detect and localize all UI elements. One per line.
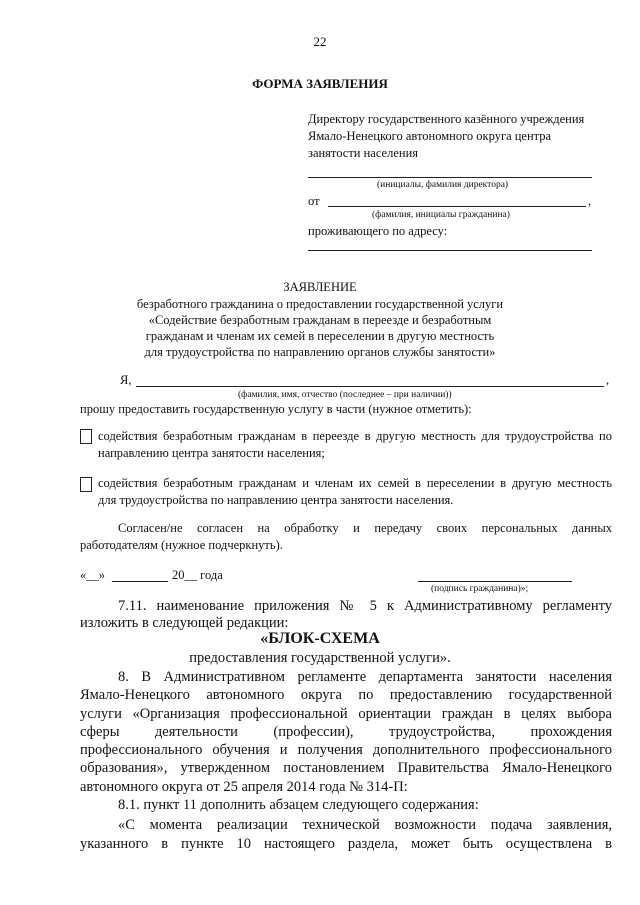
signature-line[interactable] xyxy=(418,581,572,582)
option1-checkbox[interactable] xyxy=(80,429,92,444)
request-text: прошу предоставить государственную услугу в части (нужное отметить): xyxy=(80,402,472,416)
addressee-block xyxy=(308,111,584,162)
form-title: ФОРМА ЗАЯВЛЕНИЯ xyxy=(252,76,388,91)
amendment-line: сферы деятельности (профессии), трудоустройства, прохождения xyxy=(80,723,612,740)
i-label: Я, xyxy=(120,373,132,387)
fio-caption: (фамилия, имя, отчество (последнее – при наличии)) xyxy=(238,390,452,400)
option2-line: для трудоустройства по направлению центра занятости населения. xyxy=(98,493,454,507)
signature-caption: (подпись гражданина)»; xyxy=(431,584,529,594)
quote-text xyxy=(80,816,612,854)
amendment-line: услуги «Организация профессиональной ориентации граждан в целях выбора xyxy=(80,705,612,722)
addressee-line: Ямало-Ненецкого автономного округа центра xyxy=(308,129,552,143)
option1-line: направлению центра занятости населения; xyxy=(98,446,325,460)
amendment-7-11 xyxy=(80,598,612,632)
option2-line: содействия безработным гражданам и членам их семей в переселении в другую местность xyxy=(98,476,612,490)
addressee-line: Директору государственного казённого учреждения xyxy=(308,112,585,126)
statement-line: безработного гражданина о предоставлении государственной услуги xyxy=(136,297,504,311)
quote-line: указанного в пункте 10 настоящего раздела, может быть осуществлена в xyxy=(80,836,612,852)
date-year: 20__ года xyxy=(172,568,223,582)
date-day: «__» xyxy=(80,568,105,582)
amendment-line: изложить в следующей редакции: xyxy=(80,615,289,631)
amendment-8-1: 8.1. пункт 11 дополнить абзацем следующего содержания: xyxy=(118,797,479,813)
from-line[interactable] xyxy=(328,206,586,207)
page-number: 22 xyxy=(313,34,327,49)
director-caption: (инициалы, фамилия директора) xyxy=(377,180,509,190)
amendment-line: Ямало-Ненецкого автономного округа по предоставлению государственной xyxy=(80,687,612,704)
option2-text xyxy=(98,476,612,508)
address-line[interactable] xyxy=(308,250,592,251)
statement-title: ЗАЯВЛЕНИЕ xyxy=(283,280,357,294)
consent-line: Согласен/не согласен на обработку и передачу своих персональных данных xyxy=(118,521,612,535)
statement-line: «Содействие безработным гражданам в переезде и безработным xyxy=(148,313,492,327)
date-month-line[interactable] xyxy=(112,581,168,582)
statement-block xyxy=(0,280,640,360)
i-comma: , xyxy=(606,373,610,387)
amendment-8 xyxy=(80,668,612,796)
amendment-line: автономного округа от 25 апреля 2014 года № 314-П: xyxy=(80,778,408,795)
amendment-line: образования», утвержденном постановлением Правительства Ямало-Ненецкого xyxy=(80,760,612,777)
option2-checkbox[interactable] xyxy=(80,477,92,492)
consent-text xyxy=(80,521,612,553)
amendment-line: 8. В Административном регламенте департамента занятости населения xyxy=(118,669,612,685)
residing-label: проживающего по адресу: xyxy=(308,224,448,238)
statement-line: для трудоустройства по направлению органов службы занятости» xyxy=(144,345,496,359)
amendment-line: профессионального обучения и получения дополнительного профессионального xyxy=(80,742,612,759)
fio-line[interactable] xyxy=(136,386,604,387)
consent-line: работодателям (нужное подчеркнуть). xyxy=(80,538,283,552)
amendment-line: 7.11. наименование приложения № 5 к Административному регламенту xyxy=(118,598,612,614)
director-line[interactable] xyxy=(308,177,592,178)
addressee-line: занятости населения xyxy=(308,146,419,160)
block-scheme-subtitle: предоставления государственной услуги». xyxy=(189,650,451,666)
quote-line: «С момента реализации технической возможности подача заявления, xyxy=(118,817,612,833)
option1-line: содействия безработным гражданам в переезде в другую местность для трудоустройства по xyxy=(98,429,612,443)
statement-line: гражданам и членам их семей в переселении в другую местность xyxy=(145,329,495,343)
citizen-caption: (фамилия, инициалы гражданина) xyxy=(372,210,510,220)
block-scheme-title: «БЛОК-СХЕМА xyxy=(260,630,380,647)
option1-text xyxy=(98,429,612,461)
from-label: от xyxy=(308,194,320,208)
from-comma: , xyxy=(588,194,592,208)
